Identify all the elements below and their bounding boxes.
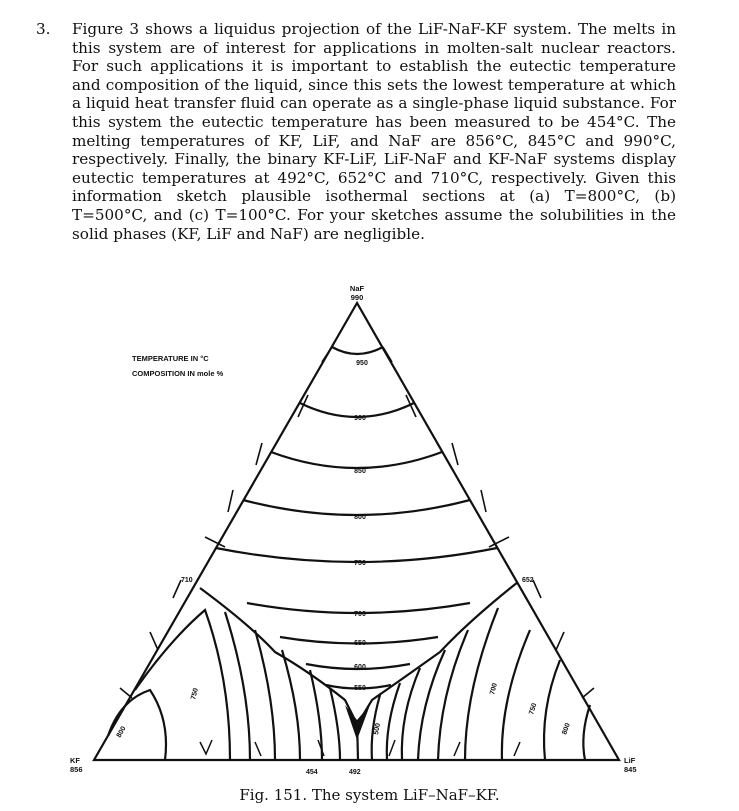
isotherm-label: 850	[354, 468, 366, 475]
kf-isotherm-e	[330, 688, 340, 760]
isotherm-label: 900	[354, 415, 366, 422]
isotherm-label: 650	[354, 640, 366, 647]
problem-number: 3.	[36, 20, 51, 38]
isotherm-label: 950	[356, 360, 368, 367]
lif-isotherm-800	[502, 630, 530, 760]
apex-lif-name: LiF	[624, 756, 636, 765]
eutectic-lif-naf: 652	[522, 577, 534, 584]
apex-kf-temp: 856	[70, 765, 83, 774]
isotherm-800	[243, 500, 470, 515]
base-ticks	[200, 740, 520, 756]
isotherm-950	[332, 347, 383, 354]
lif-field-label-700: 700	[489, 682, 499, 696]
eutectic-kf-lif: 492	[349, 769, 361, 776]
lif-isotherm-e	[544, 660, 560, 760]
lif-isotherm-b	[387, 683, 400, 760]
apex-lif-temp: 845	[624, 765, 637, 774]
kf-field-label-750: 750	[190, 687, 200, 701]
legend-temperature: TEMPERATURE IN °C	[132, 354, 209, 363]
isotherm-label: 750	[354, 560, 366, 567]
isotherm-label: 550	[354, 685, 366, 692]
isotherm-label: 600	[354, 664, 366, 671]
kf-isotherm-800	[108, 690, 166, 760]
apex-kf-name: KF	[70, 756, 80, 765]
lif-field-label-750: 750	[528, 702, 539, 716]
lif-isotherm-f	[583, 705, 590, 760]
figure-caption: Fig. 151. The system LiF–NaF–KF.	[239, 786, 500, 804]
isotherm-label: 800	[354, 514, 366, 521]
legend-composition: COMPOSITION IN mole %	[132, 369, 224, 378]
problem-text: Figure 3 shows a liquidus projection of the LiF-NaF-KF system. The melts in this system are of interest for applications in molten-salt nuclear reactors. For such applications it is important to establish the eutectic temperature and composition of the liquid, since this sets the lowest temperature at which a liquid heat transfer fluid can operate as a single-phase liquid substance. For this system the eutectic temperature has been measured to be 454°C. The melting temperatures of KF, LiF, and NaF are 856°C, 845°C and 990°C, respectively. Finally, the binary KF-LiF, LiF-NaF and KF-NaF systems display eutectic temperatures at 492°C, 652°C and 710°C, respectively. Given this information sketch plausible isothermal sections at (a) T=800°C, (b) T=500°C, and (c) T=100°C. For your sketches assume the solubilities in the solid phases (KF, LiF and NaF) are negligible.	[72, 20, 676, 243]
eutectic-ternary: 454	[306, 769, 318, 776]
center-label-500: 500	[373, 722, 382, 736]
boundary-lif-naf	[360, 582, 518, 720]
isotherm-label: 700	[354, 611, 366, 618]
kf-field-label-800: 800	[115, 725, 128, 739]
kf-isotherm-750	[135, 610, 230, 760]
ternary-eutectic-point	[345, 705, 370, 740]
apex-naf-temp: 990	[350, 293, 364, 302]
apex-naf-name: NaF	[349, 284, 365, 293]
lif-isotherm-d	[418, 650, 445, 760]
lif-isotherm-c	[402, 668, 420, 760]
isotherm-850	[271, 452, 442, 468]
lif-field-label-800: 800	[561, 722, 572, 736]
eutectic-kf-naf: 710	[181, 577, 193, 584]
